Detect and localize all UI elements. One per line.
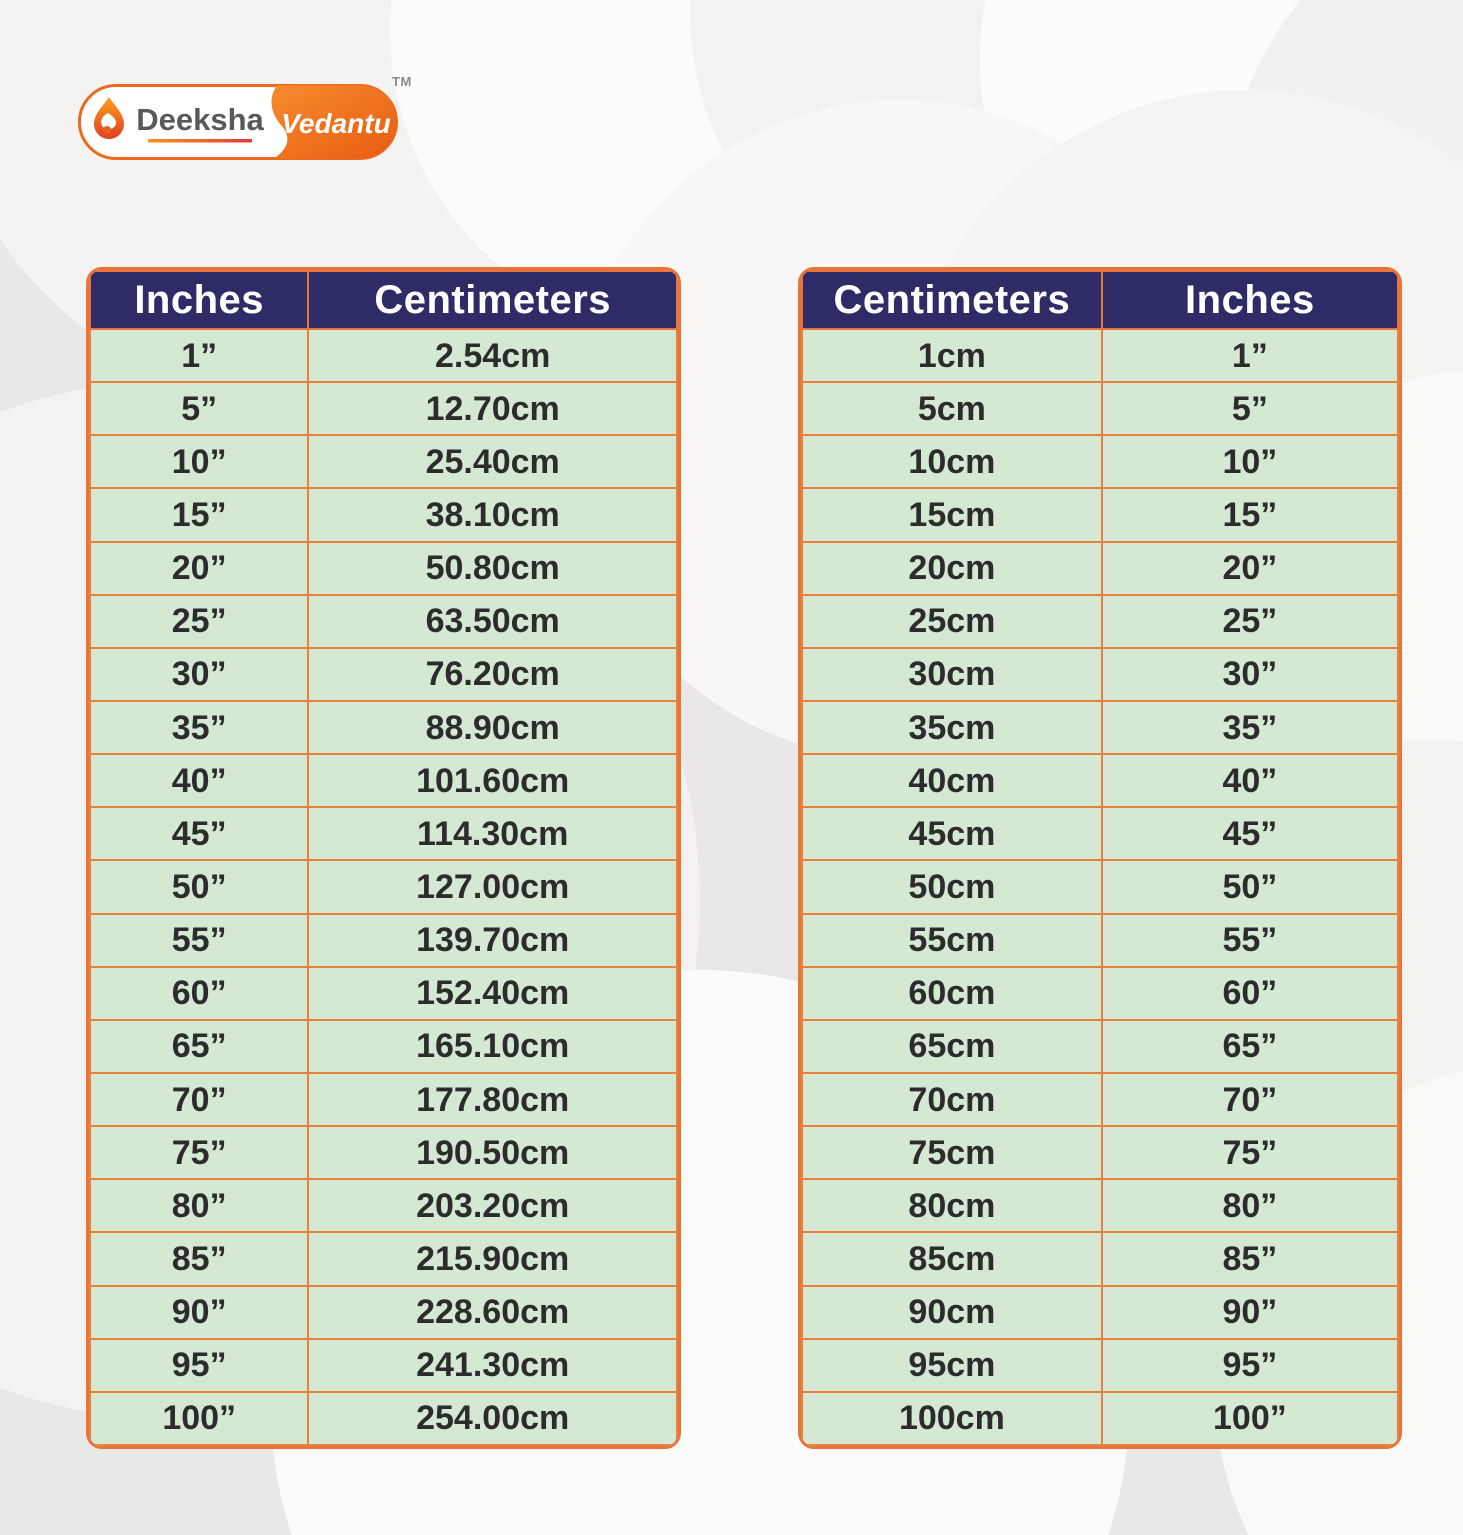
table-cell: 90” <box>1102 1286 1398 1339</box>
table-row <box>802 807 1398 860</box>
table-cell: 5” <box>90 382 308 435</box>
table-cell: 95” <box>90 1339 308 1392</box>
table-row <box>802 488 1398 541</box>
table-row <box>90 1392 677 1445</box>
table-cell: 35” <box>90 701 308 754</box>
table-row <box>802 860 1398 913</box>
table-cell: 76.20cm <box>308 648 677 701</box>
table-cell: 152.40cm <box>308 967 677 1020</box>
table-row <box>802 967 1398 1020</box>
table-cell: 90” <box>90 1286 308 1339</box>
table-cell: 45” <box>90 807 308 860</box>
table-cell: 55cm <box>802 914 1102 967</box>
table-cell: 35cm <box>802 701 1102 754</box>
table-cell: 65cm <box>802 1020 1102 1073</box>
table-cell: 70” <box>90 1073 308 1126</box>
table-cell: 127.00cm <box>308 860 677 913</box>
column-header-inches: Inches <box>90 271 308 329</box>
table-row <box>90 542 677 595</box>
table-row <box>90 1126 677 1179</box>
table-row <box>802 1232 1398 1285</box>
table-cell: 5” <box>1102 382 1398 435</box>
table-row <box>802 1339 1398 1392</box>
table-cell: 10” <box>90 435 308 488</box>
table-row <box>802 1392 1398 1445</box>
table-cell: 1cm <box>802 329 1102 382</box>
table-cell: 139.70cm <box>308 914 677 967</box>
table-cell: 50cm <box>802 860 1102 913</box>
table-row <box>802 701 1398 754</box>
header-row <box>90 271 677 329</box>
table-cell: 20” <box>1102 542 1398 595</box>
table-cell: 1” <box>1102 329 1398 382</box>
table-cell: 85” <box>90 1232 308 1285</box>
table-row <box>90 329 677 382</box>
table-cell: 63.50cm <box>308 595 677 648</box>
table-row <box>802 1126 1398 1179</box>
table-cell: 70” <box>1102 1073 1398 1126</box>
table-cell: 45cm <box>802 807 1102 860</box>
header-row <box>802 271 1398 329</box>
table-cell: 70cm <box>802 1073 1102 1126</box>
table-row <box>802 542 1398 595</box>
table-cell: 254.00cm <box>308 1392 677 1445</box>
table-cell: 90cm <box>802 1286 1102 1339</box>
table-cell: 114.30cm <box>308 807 677 860</box>
table-cell: 65” <box>1102 1020 1398 1073</box>
table-row <box>802 1286 1398 1339</box>
table-cell: 10” <box>1102 435 1398 488</box>
column-header-centimeters: Centimeters <box>308 271 677 329</box>
table-cell: 25” <box>1102 595 1398 648</box>
table-cell: 1” <box>90 329 308 382</box>
table-cell: 101.60cm <box>308 754 677 807</box>
table-cell: 25cm <box>802 595 1102 648</box>
table-row <box>90 1020 677 1073</box>
table-cell: 55” <box>90 914 308 967</box>
table-row <box>802 382 1398 435</box>
table-cell: 177.80cm <box>308 1073 677 1126</box>
table-cell: 215.90cm <box>308 1232 677 1285</box>
table-cell: 30cm <box>802 648 1102 701</box>
table-cell: 95cm <box>802 1339 1102 1392</box>
table-cell: 100cm <box>802 1392 1102 1445</box>
table-cell: 241.30cm <box>308 1339 677 1392</box>
table-row <box>802 329 1398 382</box>
brand-left-text: Deeksha <box>136 102 264 137</box>
table-cell: 80” <box>90 1179 308 1232</box>
table-cell: 45” <box>1102 807 1398 860</box>
table-row <box>90 701 677 754</box>
table-cell: 85cm <box>802 1232 1102 1285</box>
column-header-centimeters: Centimeters <box>802 271 1102 329</box>
table-row <box>90 595 677 648</box>
table-row <box>802 1020 1398 1073</box>
table-cell: 30” <box>1102 648 1398 701</box>
table-cell: 15” <box>90 488 308 541</box>
table-row <box>90 488 677 541</box>
table-row <box>802 1073 1398 1126</box>
table-cell: 25.40cm <box>308 435 677 488</box>
table-row <box>90 914 677 967</box>
table-row <box>90 435 677 488</box>
table-cell: 75” <box>90 1126 308 1179</box>
table-cell: 10cm <box>802 435 1102 488</box>
table-row <box>90 1179 677 1232</box>
table-row <box>90 1232 677 1285</box>
table-cell: 38.10cm <box>308 488 677 541</box>
table-cell: 25” <box>90 595 308 648</box>
table-row <box>802 914 1398 967</box>
table-cell: 100” <box>90 1392 308 1445</box>
table-cell: 60” <box>1102 967 1398 1020</box>
table-cell: 50” <box>90 860 308 913</box>
table-cell: 228.60cm <box>308 1286 677 1339</box>
table-cell: 55” <box>1102 914 1398 967</box>
table-row <box>90 967 677 1020</box>
brand-logo <box>78 84 398 160</box>
table-cell: 50.80cm <box>308 542 677 595</box>
table-row <box>802 1179 1398 1232</box>
table-cell: 75cm <box>802 1126 1102 1179</box>
table-cell: 75” <box>1102 1126 1398 1179</box>
table-cell: 80” <box>1102 1179 1398 1232</box>
table-cell: 50” <box>1102 860 1398 913</box>
table-row <box>90 1286 677 1339</box>
brand-underline <box>148 139 252 143</box>
table-cell: 12.70cm <box>308 382 677 435</box>
table-cell: 35” <box>1102 701 1398 754</box>
table-cell: 30” <box>90 648 308 701</box>
table-cell: 15” <box>1102 488 1398 541</box>
table-row <box>90 1073 677 1126</box>
table-row <box>90 648 677 701</box>
table-row <box>90 807 677 860</box>
table-cell: 5cm <box>802 382 1102 435</box>
table-row <box>802 435 1398 488</box>
table-cell: 40” <box>90 754 308 807</box>
table-cell: 2.54cm <box>308 329 677 382</box>
table-cell: 88.90cm <box>308 701 677 754</box>
table-row <box>90 754 677 807</box>
table-cell: 95” <box>1102 1339 1398 1392</box>
table-cell: 60cm <box>802 967 1102 1020</box>
column-header-inches: Inches <box>1102 271 1398 329</box>
table-cell: 20” <box>90 542 308 595</box>
inches-to-cm-table <box>86 267 681 1449</box>
table-cell: 80cm <box>802 1179 1102 1232</box>
table-cell: 100” <box>1102 1392 1398 1445</box>
table-cell: 20cm <box>802 542 1102 595</box>
brand-right-text: Vedantu <box>281 108 391 139</box>
table-row <box>802 595 1398 648</box>
cm-to-inches-table <box>798 267 1402 1449</box>
table-cell: 165.10cm <box>308 1020 677 1073</box>
table-row <box>802 754 1398 807</box>
table-row <box>90 860 677 913</box>
table-cell: 40” <box>1102 754 1398 807</box>
table-cell: 85” <box>1102 1232 1398 1285</box>
trademark-symbol: TM <box>392 74 412 89</box>
table-row <box>90 1339 677 1392</box>
table-row <box>90 382 677 435</box>
table-cell: 65” <box>90 1020 308 1073</box>
table-row <box>802 648 1398 701</box>
table-cell: 190.50cm <box>308 1126 677 1179</box>
table-cell: 60” <box>90 967 308 1020</box>
table-cell: 203.20cm <box>308 1179 677 1232</box>
table-cell: 40cm <box>802 754 1102 807</box>
table-cell: 15cm <box>802 488 1102 541</box>
